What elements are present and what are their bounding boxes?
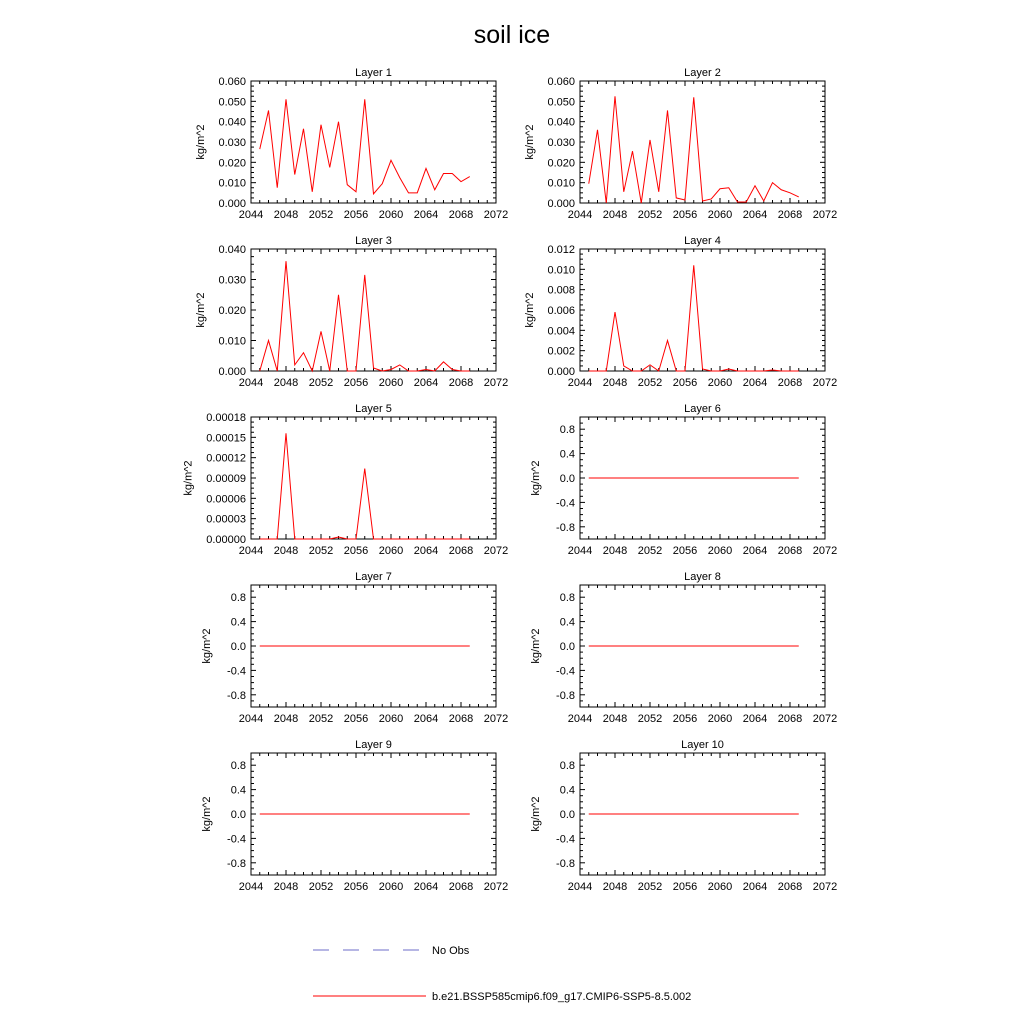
- y-tick-label: 0.040: [547, 116, 575, 129]
- x-tick-label: 2064: [413, 545, 439, 557]
- panel-title: Layer 4: [684, 235, 721, 247]
- x-tick-label: 2072: [483, 713, 509, 725]
- y-tick-label: -0.8: [556, 689, 575, 702]
- y-tick-label: 0.0: [559, 641, 575, 653]
- x-tick-label: 2064: [413, 209, 439, 221]
- x-tick-label: 2056: [672, 713, 698, 725]
- panel-title: Layer 6: [684, 403, 721, 415]
- x-tick-label: 2068: [777, 881, 803, 893]
- y-tick-label: 0.00006: [206, 493, 246, 506]
- x-tick-label: 2072: [483, 881, 509, 893]
- x-tick-label: 2056: [343, 209, 369, 221]
- y-tick-label: 0.020: [218, 157, 246, 170]
- x-tick-label: 2056: [672, 377, 698, 389]
- y-tick-label: -0.8: [227, 857, 246, 870]
- legend-item-model: [313, 991, 691, 1003]
- x-tick-label: 2072: [812, 545, 838, 557]
- x-tick-label: 2052: [308, 209, 334, 221]
- y-tick-label: 0.4: [559, 448, 575, 461]
- x-tick-label: 2060: [707, 209, 733, 221]
- y-tick-label: -0.4: [227, 833, 246, 846]
- y-tick-label: 0.030: [218, 137, 246, 149]
- plot-frame: [580, 81, 825, 203]
- x-tick-label: 2064: [742, 713, 768, 725]
- plot-frame: [580, 249, 825, 371]
- x-tick-label: 2060: [378, 713, 404, 725]
- x-tick-label: 2064: [413, 377, 439, 389]
- panel-layer-4: [524, 235, 837, 389]
- panel-title: Layer 7: [355, 571, 392, 583]
- series-line: [260, 433, 470, 539]
- y-tick-label: 0.4: [559, 784, 575, 797]
- panel-layer-7: [201, 571, 508, 725]
- x-tick-label: 2056: [672, 545, 698, 557]
- x-tick-label: 2068: [777, 713, 803, 725]
- y-tick-label: 0.006: [547, 305, 575, 317]
- x-tick-label: 2064: [413, 881, 439, 893]
- y-tick-label: 0.040: [218, 244, 246, 256]
- y-tick-label: 0.010: [547, 264, 575, 277]
- y-tick-label: 0.0: [559, 809, 575, 821]
- x-tick-label: 2068: [448, 713, 474, 725]
- panel-layer-5: [183, 403, 509, 557]
- y-tick-label: -0.8: [556, 857, 575, 870]
- x-tick-label: 2072: [812, 713, 838, 725]
- plot-frame: [251, 249, 496, 371]
- x-tick-label: 2064: [742, 881, 768, 893]
- panel-layer-8: [530, 571, 837, 725]
- y-tick-label: 0.000: [218, 366, 246, 378]
- y-tick-label: 0.000: [547, 198, 575, 210]
- figure-title: soil ice: [473, 21, 551, 49]
- x-tick-label: 2064: [742, 209, 768, 221]
- y-tick-label: 0.8: [559, 592, 575, 605]
- panel-layer-3: [195, 235, 508, 389]
- y-tick-label: 0.020: [218, 305, 246, 317]
- y-tick-label: -0.4: [227, 665, 246, 678]
- panel-title: Layer 2: [684, 67, 721, 79]
- x-tick-label: 2068: [448, 545, 474, 557]
- x-tick-label: 2060: [707, 881, 733, 893]
- y-tick-label: 0.4: [230, 784, 246, 797]
- x-tick-label: 2044: [567, 377, 593, 389]
- x-tick-label: 2044: [238, 881, 264, 893]
- x-tick-label: 2072: [483, 209, 509, 221]
- panel-title: Layer 1: [355, 67, 392, 79]
- x-tick-label: 2064: [742, 377, 768, 389]
- x-tick-label: 2044: [238, 209, 264, 221]
- y-axis-label: kg/m^2: [195, 292, 207, 328]
- y-tick-label: 0.0: [230, 809, 246, 821]
- x-tick-label: 2044: [238, 713, 264, 725]
- y-tick-label: -0.4: [556, 497, 575, 510]
- x-tick-label: 2068: [448, 377, 474, 389]
- panel-title: Layer 10: [681, 739, 724, 751]
- y-axis-label: kg/m^2: [530, 628, 543, 664]
- x-tick-label: 2044: [567, 545, 593, 557]
- x-tick-label: 2044: [567, 209, 593, 221]
- x-tick-label: 2052: [637, 713, 663, 725]
- y-axis-label: kg/m^2: [195, 124, 207, 160]
- panel-layer-9: [201, 739, 508, 893]
- series-line: [589, 265, 799, 371]
- panel-title: Layer 9: [355, 739, 392, 751]
- y-tick-label: 0.00018: [206, 412, 246, 424]
- y-tick-label: 0.4: [559, 616, 575, 629]
- x-tick-label: 2060: [707, 713, 733, 725]
- legend-label-obs: No Obs: [432, 945, 470, 957]
- y-tick-label: -0.4: [556, 665, 575, 678]
- y-tick-label: 0.010: [547, 177, 575, 190]
- x-tick-label: 2064: [742, 545, 768, 557]
- x-tick-label: 2052: [637, 209, 663, 221]
- x-tick-label: 2064: [413, 713, 439, 725]
- series-line: [589, 96, 799, 203]
- x-tick-label: 2048: [273, 209, 299, 221]
- x-tick-label: 2056: [672, 881, 698, 893]
- x-tick-label: 2056: [343, 881, 369, 893]
- x-tick-label: 2068: [777, 209, 803, 221]
- y-tick-label: -0.8: [227, 689, 246, 702]
- x-tick-label: 2056: [672, 209, 698, 221]
- y-tick-label: 0.020: [547, 157, 575, 170]
- y-tick-label: -0.4: [556, 833, 575, 846]
- y-tick-label: 0.8: [559, 760, 575, 773]
- y-tick-label: 0.008: [547, 284, 575, 297]
- x-tick-label: 2060: [378, 377, 404, 389]
- y-axis-label: kg/m^2: [524, 124, 536, 160]
- y-tick-label: 0.060: [547, 76, 575, 88]
- y-tick-label: 0.00000: [206, 534, 246, 546]
- x-tick-label: 2060: [378, 209, 404, 221]
- x-tick-label: 2044: [238, 377, 264, 389]
- y-tick-label: 0.00003: [206, 513, 246, 526]
- y-tick-label: 0.0: [230, 641, 246, 653]
- x-tick-label: 2060: [378, 881, 404, 893]
- x-tick-label: 2048: [602, 209, 628, 221]
- y-axis-label: kg/m^2: [530, 796, 543, 832]
- y-tick-label: 0.030: [218, 274, 246, 287]
- y-tick-label: 0.040: [218, 116, 246, 129]
- x-tick-label: 2044: [567, 713, 593, 725]
- x-tick-label: 2072: [483, 377, 509, 389]
- x-tick-label: 2052: [637, 377, 663, 389]
- y-tick-label: 0.012: [547, 244, 575, 256]
- y-tick-label: 0.050: [218, 96, 246, 109]
- y-tick-label: 0.010: [218, 177, 246, 190]
- panel-layer-2: [524, 67, 837, 221]
- plot-frame: [251, 417, 496, 539]
- y-tick-label: 0.8: [559, 424, 575, 437]
- x-tick-label: 2056: [343, 377, 369, 389]
- x-tick-label: 2056: [343, 713, 369, 725]
- x-tick-label: 2048: [273, 377, 299, 389]
- y-tick-label: 0.002: [547, 345, 575, 358]
- y-tick-label: 0.8: [230, 592, 246, 605]
- x-tick-label: 2052: [308, 377, 334, 389]
- x-tick-label: 2048: [273, 881, 299, 893]
- panel-title: Layer 8: [684, 571, 721, 583]
- panels: [183, 67, 838, 893]
- plot-frame: [251, 81, 496, 203]
- y-tick-label: 0.060: [218, 76, 246, 88]
- y-tick-label: 0.00009: [206, 473, 246, 485]
- y-tick-label: 0.0: [559, 473, 575, 485]
- x-tick-label: 2060: [378, 545, 404, 557]
- x-tick-label: 2072: [812, 209, 838, 221]
- x-tick-label: 2048: [602, 545, 628, 557]
- y-tick-label: 0.8: [230, 760, 246, 773]
- x-tick-label: 2052: [308, 545, 334, 557]
- x-tick-label: 2060: [707, 545, 733, 557]
- x-tick-label: 2068: [448, 881, 474, 893]
- y-tick-label: 0.010: [218, 335, 246, 348]
- y-axis-label: kg/m^2: [524, 292, 536, 328]
- x-tick-label: 2056: [343, 545, 369, 557]
- y-axis-label: kg/m^2: [201, 796, 214, 832]
- y-tick-label: 0.004: [547, 325, 575, 338]
- x-tick-label: 2072: [812, 377, 838, 389]
- x-tick-label: 2048: [602, 881, 628, 893]
- y-tick-label: 0.00015: [206, 432, 246, 445]
- panel-title: Layer 5: [355, 403, 392, 415]
- x-tick-label: 2052: [308, 881, 334, 893]
- series-line: [260, 99, 470, 194]
- y-tick-label: 0.050: [547, 96, 575, 109]
- y-tick-label: 0.4: [230, 616, 246, 629]
- y-tick-label: 0.000: [218, 198, 246, 210]
- x-tick-label: 2052: [308, 713, 334, 725]
- x-tick-label: 2068: [777, 545, 803, 557]
- legend-label-model: b.e21.BSSP585cmip6.f09_g17.CMIP6-SSP5-8.5.002: [432, 991, 692, 1003]
- panel-layer-6: [530, 403, 837, 557]
- series-line: [260, 261, 470, 371]
- panel-title: Layer 3: [355, 235, 392, 247]
- x-tick-label: 2052: [637, 881, 663, 893]
- x-tick-label: 2060: [707, 377, 733, 389]
- x-tick-label: 2072: [483, 545, 509, 557]
- y-tick-label: -0.8: [556, 521, 575, 534]
- x-tick-label: 2044: [238, 545, 264, 557]
- x-tick-label: 2052: [637, 545, 663, 557]
- legend-item-obs: [313, 945, 470, 957]
- panel-layer-10: [530, 739, 837, 893]
- x-tick-label: 2048: [273, 713, 299, 725]
- x-tick-label: 2068: [777, 377, 803, 389]
- x-tick-label: 2048: [602, 713, 628, 725]
- y-tick-label: 0.00012: [206, 452, 246, 465]
- panel-layer-1: [195, 67, 508, 221]
- y-tick-label: 0.030: [547, 137, 575, 149]
- legend: [313, 945, 691, 1003]
- y-tick-label: 0.000: [547, 366, 575, 378]
- x-tick-label: 2048: [602, 377, 628, 389]
- x-tick-label: 2048: [273, 545, 299, 557]
- x-tick-label: 2068: [448, 209, 474, 221]
- y-axis-label: kg/m^2: [182, 460, 195, 496]
- y-axis-label: kg/m^2: [201, 628, 214, 664]
- x-tick-label: 2072: [812, 881, 838, 893]
- x-tick-label: 2044: [567, 881, 593, 893]
- y-axis-label: kg/m^2: [530, 460, 543, 496]
